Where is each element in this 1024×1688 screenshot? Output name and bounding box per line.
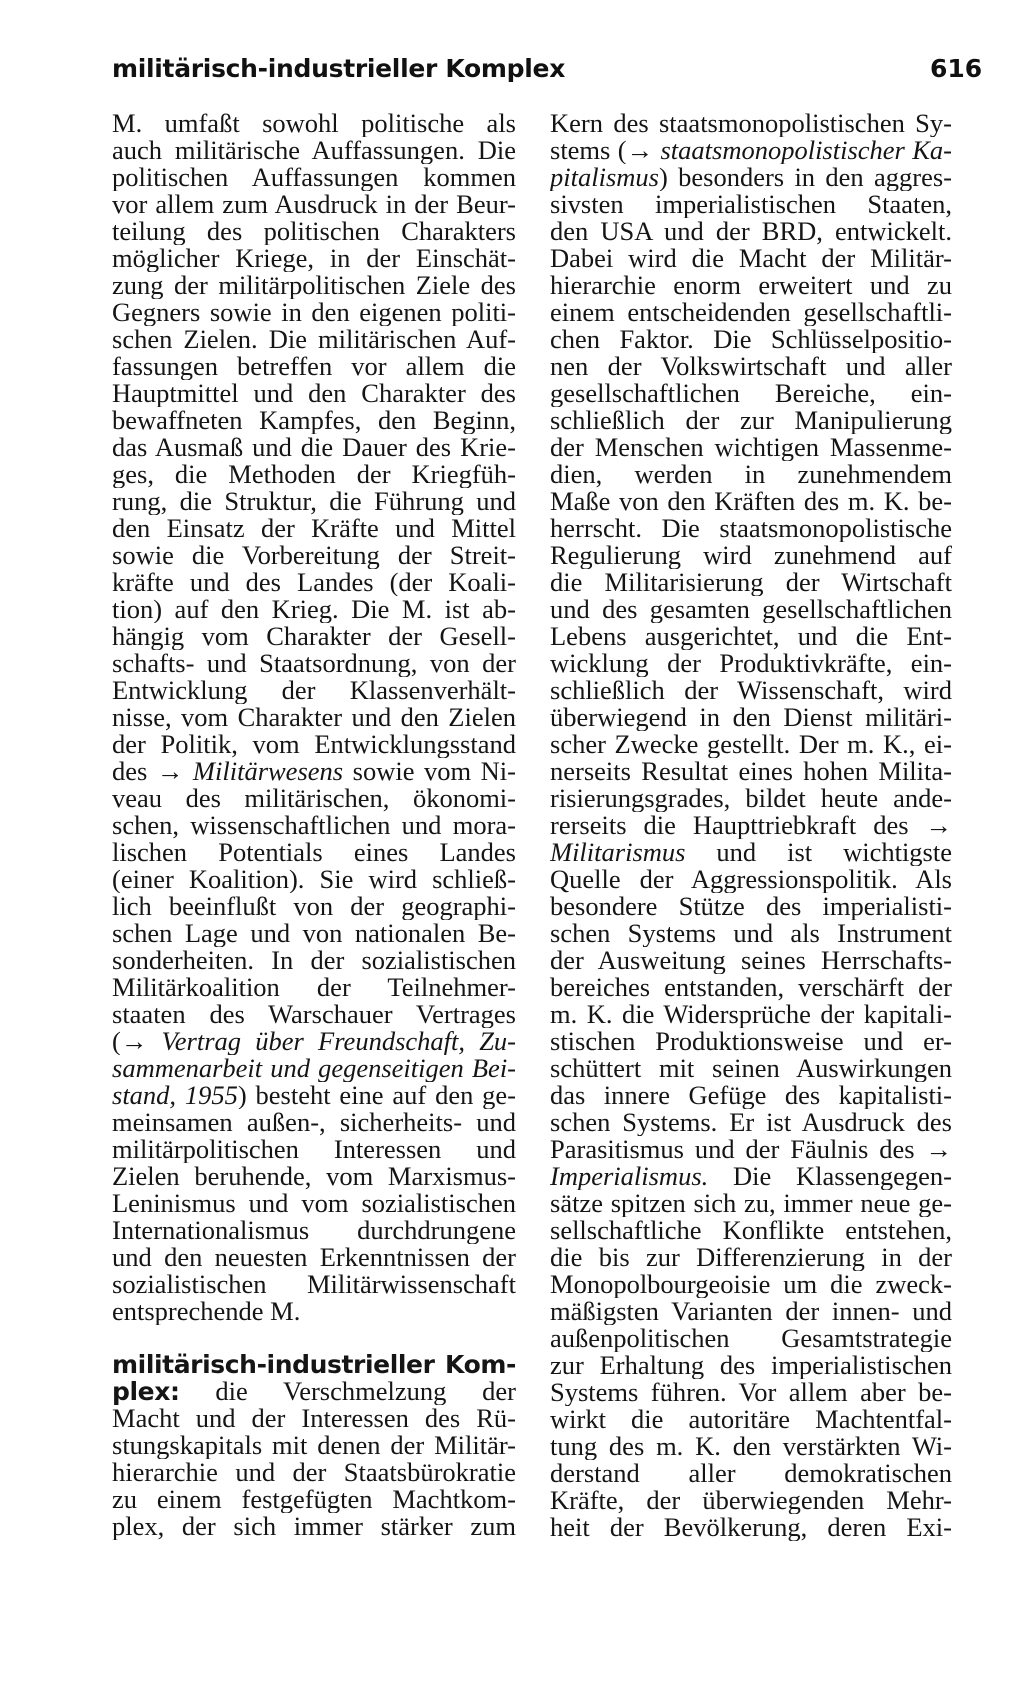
text-line: sozialistischen Militärwissenschaft (112, 1271, 516, 1298)
text-line: außenpolitischen Gesamtstrategie (550, 1325, 952, 1352)
text-line: teilung des politischen Charakters (112, 218, 516, 245)
text-line: wicklung der Produktivkräfte, ein- (550, 650, 952, 677)
entry-body (112, 1405, 516, 1540)
text-line: Hauptmittel und den Charakter des (112, 380, 516, 407)
text-line: veau des militärischen, ökonomi- (112, 785, 516, 812)
text-line: Quelle der Aggressionspolitik. Als (550, 866, 952, 893)
text-line: nisse, vom Charakter und den Zielen (112, 704, 516, 731)
left-paragraph-1 (112, 110, 516, 758)
text-line: fassungen betreffen vor allem die (112, 353, 516, 380)
cross-reference: Vertrag über Freundschaft, Zu- (161, 1028, 516, 1055)
text-line: Internationalismus durchdrungene (112, 1217, 516, 1244)
text-line: (einer Koalition). Sie wird schließ- (112, 866, 516, 893)
text-line: schließlich der Wissenschaft, wird (550, 677, 952, 704)
text-line: das innere Gefüge des kapitalisti- (550, 1082, 952, 1109)
text-line: stems (→ staatsmonopolistischer Ka- (550, 137, 952, 164)
text-line: hängig vom Charakter der Gesell- (112, 623, 516, 650)
text-line: Dabei wird die Macht der Militär- (550, 245, 952, 272)
text-line: vor allem zum Ausdruck in der Beur- (112, 191, 516, 218)
cross-reference: pitalismus (550, 164, 659, 191)
text-line: schen Lage und von nationalen Be- (112, 920, 516, 947)
text-line: Imperialismus. Die Klassengegen- (550, 1163, 952, 1190)
text-line: zu einem festgefügten Machtkom- (112, 1486, 516, 1513)
text-line: lischen Potentials eines Landes (112, 839, 516, 866)
paragraph-gap (112, 1325, 516, 1351)
text-line: Lebens ausgerichtet, und die Ent- (550, 623, 952, 650)
text-line: die Militarisierung der Wirtschaft (550, 569, 952, 596)
text-line: schüttert mit seinen Auswirkungen (550, 1055, 952, 1082)
right-paragraph-b (550, 866, 952, 1163)
text-line: schen Systems und als Instrument (550, 920, 952, 947)
text-line: den USA und der BRD, entwickelt. (550, 218, 952, 245)
text-line: einem entscheidenden gesellschaftli- (550, 299, 952, 326)
text-line: bereiches entstanden, verschärft der (550, 974, 952, 1001)
text-line: staaten des Warschauer Vertrages (112, 1001, 516, 1028)
text-line: tion) auf den Krieg. Die M. ist ab- (112, 596, 516, 623)
text-line: schen Zielen. Die militärischen Auf- (112, 326, 516, 353)
text-line: Kern des staatsmonopolistischen Sy- (550, 110, 952, 137)
left-column (112, 110, 516, 1540)
text-line: Leninismus und vom sozialistischen (112, 1190, 516, 1217)
right-paragraph-c (550, 1190, 952, 1541)
text-line: nen der Volkswirtschaft und aller (550, 353, 952, 380)
text-line: besondere Stütze des imperialisti- (550, 893, 952, 920)
text-line: Entwicklung der Klassenverhält- (112, 677, 516, 704)
text-line: Kräfte, der überwiegenden Mehr- (550, 1487, 952, 1514)
text-line: hierarchie enorm erweitert und zu (550, 272, 952, 299)
text-line: rung, die Struktur, die Führung und (112, 488, 516, 515)
text-line: der Politik, vom Entwicklungsstand (112, 731, 516, 758)
text-line: schen, wissenschaftlichen und mora- (112, 812, 516, 839)
right-column (550, 110, 952, 1541)
text-line: plex, der sich immer stärker zum (112, 1513, 516, 1540)
text-line: nerseits Resultat eines hohen Milita- (550, 758, 952, 785)
text-line: sivsten imperialistischen Staaten, (550, 191, 952, 218)
text-line: meinsamen außen-, sicherheits- und (112, 1109, 516, 1136)
left-paragraph-1b (112, 785, 516, 1028)
cross-reference: Militarismus (550, 839, 686, 866)
text-line: wirkt die autoritäre Machtentfal- (550, 1406, 952, 1433)
text-line: heit der Bevölkerung, deren Exi- (550, 1514, 952, 1541)
text-line: plex: die Verschmelzung der (112, 1378, 516, 1405)
text-line: schließlich der zur Manipulierung (550, 407, 952, 434)
text-line: Zielen beruhende, vom Marxismus- (112, 1163, 516, 1190)
text-line: hierarchie und der Staatsbürokratie (112, 1459, 516, 1486)
right-paragraph-a (550, 191, 952, 839)
text-line: der Ausweitung seines Herrschafts- (550, 947, 952, 974)
text-line: Gegners sowie in den eigenen politi- (112, 299, 516, 326)
left-paragraph-1c (112, 1109, 516, 1325)
text-line: sowie die Vorbereitung der Streit- (112, 542, 516, 569)
text-line: schen Systems. Er ist Ausdruck des (550, 1109, 952, 1136)
text-line: rerseits die Haupttriebkraft des → (550, 812, 952, 839)
text-line: risierungsgrades, bildet heute ande- (550, 785, 952, 812)
text-line: ges, die Methoden der Kriegfüh- (112, 461, 516, 488)
text-line: Militärkoalition der Teilnehmer- (112, 974, 516, 1001)
cross-reference: sammenarbeit und gegenseitigen Bei- (112, 1055, 516, 1082)
text-line: der Menschen wichtigen Massenme- (550, 434, 952, 461)
text-line: auch militärische Auffassungen. Die (112, 137, 516, 164)
text-line: politischen Auffassungen kommen (112, 164, 516, 191)
cross-reference: Militärwesens (192, 758, 344, 785)
text-line: zung der militärpolitischen Ziele des (112, 272, 516, 299)
text-line: des → Militärwesens sowie vom Ni- (112, 758, 516, 785)
text-line: mäßigsten Varianten der innen- und (550, 1298, 952, 1325)
cross-reference: staatsmonopolistischer Ka- (660, 137, 952, 164)
text-line: Parasitismus und der Fäulnis des → (550, 1136, 952, 1163)
text-line: sätze spitzen sich zu, immer neue ge- (550, 1190, 952, 1217)
text-line: scher Zwecke gestellt. Der m. K., ei- (550, 731, 952, 758)
text-line: und den neuesten Erkenntnissen der (112, 1244, 516, 1271)
text-line: sonderheiten. In der sozialistischen (112, 947, 516, 974)
text-line: Systems führen. Vor allem aber be- (550, 1379, 952, 1406)
text-line: möglicher Kriege, in der Einschät- (112, 245, 516, 272)
text-line: M. umfaßt sowohl politische als (112, 110, 516, 137)
running-head: militärisch-industrieller Komplex (112, 54, 566, 83)
text-line: Macht und der Interessen des Rü- (112, 1405, 516, 1432)
text-line: bewaffneten Kampfes, den Beginn, (112, 407, 516, 434)
text-line: stungskapitals mit denen der Militär- (112, 1432, 516, 1459)
text-line: (→ Vertrag über Freundschaft, Zu- (112, 1028, 516, 1055)
text-line: chen Faktor. Die Schlüsselpositio- (550, 326, 952, 353)
text-line: den Einsatz der Kräfte und Mittel (112, 515, 516, 542)
cross-reference: Imperialismus. (550, 1163, 709, 1190)
text-line: stischen Produktionsweise und er- (550, 1028, 952, 1055)
text-line: kräfte und des Landes (der Koali- (112, 569, 516, 596)
text-line: überwiegend in den Dienst militäri- (550, 704, 952, 731)
text-line: schafts- und Staatsordnung, von der (112, 650, 516, 677)
entry-headword: militärisch-industrieller Kom- (112, 1351, 516, 1378)
cross-reference: stand, 1955 (112, 1082, 238, 1109)
text-line: Militarismus und ist wichtigste (550, 839, 952, 866)
text-line: und des gesamten gesellschaftlichen (550, 596, 952, 623)
text-line: tung des m. K. den verstärkten Wi- (550, 1433, 952, 1460)
text-line (112, 1055, 516, 1082)
text-line: lich beeinflußt von der geographi- (112, 893, 516, 920)
text-line: Regulierung wird zunehmend auf (550, 542, 952, 569)
text-line: herrscht. Die staatsmonopolistische (550, 515, 952, 542)
text-line: pitalismus) besonders in den aggres- (550, 164, 952, 191)
text-line: gesellschaftlichen Bereiche, ein- (550, 380, 952, 407)
page-number: 616 (930, 54, 983, 83)
text-line: derstand aller demokratischen (550, 1460, 952, 1487)
entry-headword: plex: (112, 1378, 180, 1405)
text-line: Monopolbourgeoisie um die zweck- (550, 1271, 952, 1298)
text-line: m. K. die Widersprüche der kapitali- (550, 1001, 952, 1028)
text-line: dien, werden in zunehmendem (550, 461, 952, 488)
text-line: Maße von den Kräften des m. K. be- (550, 488, 952, 515)
text-line: sellschaftliche Konflikte entstehen, (550, 1217, 952, 1244)
text-line: das Ausmaß und die Dauer des Krie- (112, 434, 516, 461)
text-line: zur Erhaltung des imperialistischen (550, 1352, 952, 1379)
text-line: stand, 1955) besteht eine auf den ge- (112, 1082, 516, 1109)
text-line: die bis zur Differenzierung in der (550, 1244, 952, 1271)
text-line: militärpolitischen Interessen und (112, 1136, 516, 1163)
text-line: entsprechende M. (112, 1298, 301, 1325)
